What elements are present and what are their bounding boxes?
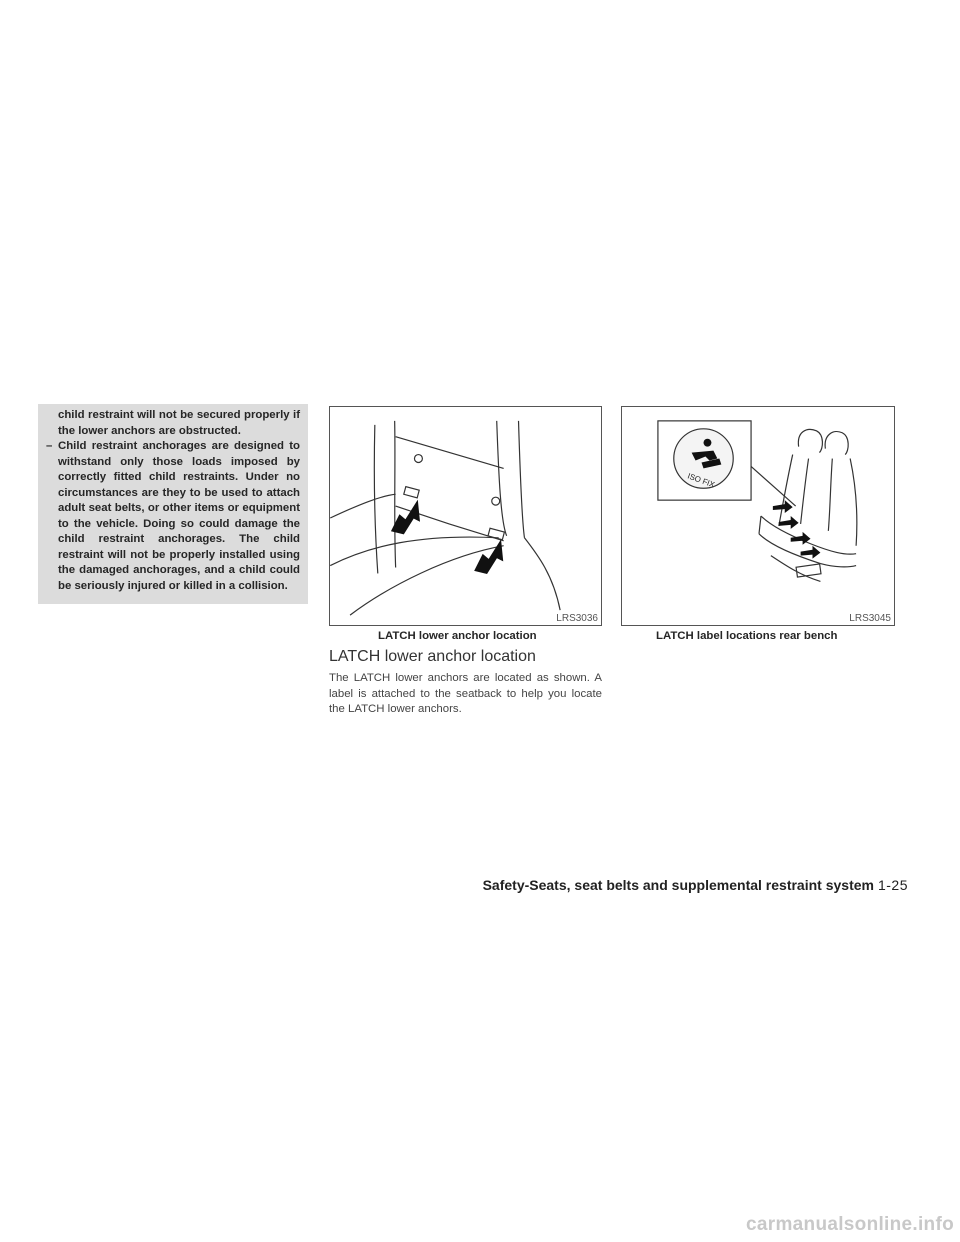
- isofix-label-icon: [674, 429, 733, 490]
- warning-box: [38, 404, 308, 604]
- figure-caption: LATCH lower anchor location: [378, 630, 537, 642]
- figure-caption: LATCH label locations rear bench: [656, 630, 838, 642]
- watermark: carmanualsonline.info: [746, 1214, 954, 1235]
- bullet-dash: –: [46, 440, 53, 452]
- warning-bullet-text: Child restraint anchorages are designed to withstand only those loads imposed by correctly fitted child restraints. Under no circumstances are they to be used to attach adult seat belts, or other items or equipment to the vehicle. Doing so could damage the child restraint anchorages. The child restraint will not be properly installed using the damaged anchorages, and a child could be seriously injured or killed in a collision.: [58, 440, 300, 592]
- figure-id: LRS3045: [849, 613, 891, 624]
- section-title: LATCH lower anchor location: [329, 648, 536, 665]
- warning-continuation: child restraint will not be secured properly if the lower anchors are obstructed.: [58, 409, 300, 437]
- figure-id: LRS3036: [556, 613, 598, 624]
- rear-bench-illustration: [622, 407, 894, 625]
- page-number: 1-25: [877, 877, 908, 893]
- warning-bullet: [46, 439, 300, 594]
- page-footer: [483, 877, 908, 893]
- footer-section-name: Safety-Seats, seat belts and supplemental restraint system: [482, 877, 874, 893]
- figure-latch-label-locations: [621, 406, 895, 626]
- figure-lower-anchor-location: [329, 406, 602, 626]
- seat-anchor-illustration: [330, 407, 601, 625]
- isofix-label-text: ISO FIX: [686, 471, 716, 490]
- section-body: The LATCH lower anchors are located as shown. A label is attached to the seatback to help you locate the LATCH lower anchors.: [329, 672, 602, 716]
